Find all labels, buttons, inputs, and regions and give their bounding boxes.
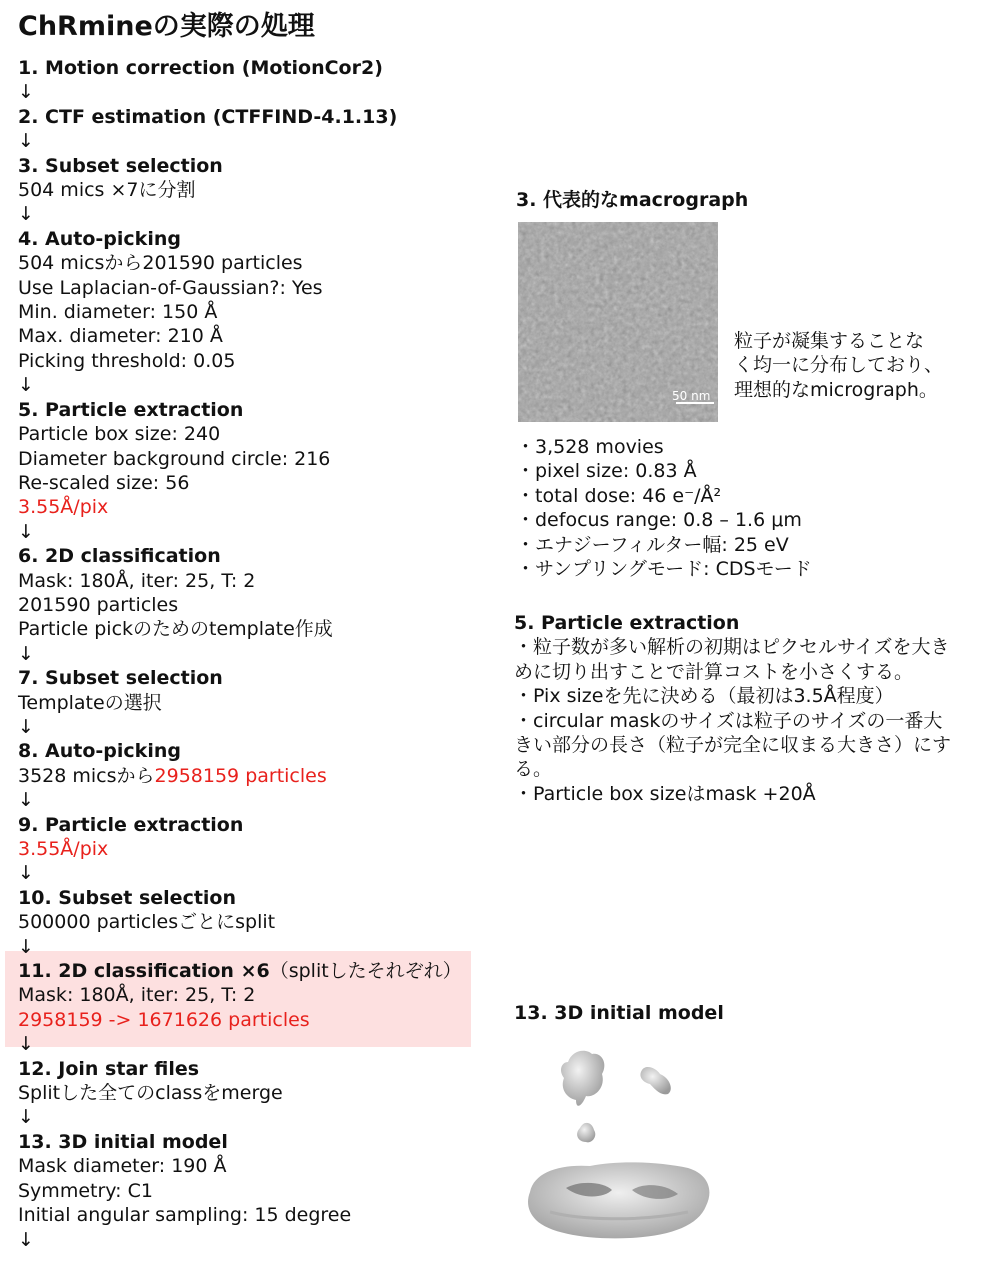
- step-line: 500000 particlesごとにsplit: [18, 911, 276, 934]
- step-13: [18, 1130, 488, 1252]
- micrograph-caption: [734, 329, 943, 402]
- step-heading: 7. Subset selection: [18, 667, 223, 690]
- step-heading: 1. Motion correction (MotionCor2): [18, 57, 383, 79]
- step-9: [18, 813, 488, 886]
- note-line: きい部分の長さ（粒子が完全に収まる大きさ）にす: [514, 734, 952, 757]
- initial-model-render: [520, 1040, 720, 1245]
- note-line: めに切り出すことで計算コストを小さくする。: [514, 660, 914, 683]
- down-arrow-icon: ↓: [18, 935, 34, 958]
- step-6: [18, 544, 488, 666]
- step-line: Particle pickのためのtemplate作成: [18, 618, 333, 641]
- param-item: ・pixel size: 0.83 Å: [516, 460, 697, 483]
- step-8: [18, 739, 488, 812]
- down-arrow-icon: ↓: [18, 1033, 34, 1056]
- step-heading-text: 11. 2D classification ×6: [18, 960, 270, 983]
- step-heading: 5. Particle extraction: [18, 398, 244, 421]
- step-heading: 12. Join star files: [18, 1057, 200, 1080]
- step-line: Symmetry: C1: [18, 1179, 153, 1202]
- step-line: Picking threshold: 0.05: [18, 349, 236, 372]
- step-line: Min. diameter: 150 Å: [18, 301, 218, 324]
- step-heading: 10. Subset selection: [18, 886, 237, 909]
- pipeline-steps: [18, 56, 488, 1252]
- step-line-prefix: 3528 micsから: [18, 764, 155, 787]
- step-10: [18, 886, 488, 959]
- step-5: [18, 398, 488, 544]
- down-arrow-icon: ↓: [18, 81, 34, 104]
- step-12: [18, 1057, 488, 1130]
- scale-bar-label: 50 nm: [672, 389, 711, 403]
- down-arrow-icon: ↓: [18, 789, 34, 812]
- step-line: 201590 particles: [18, 593, 179, 616]
- param-item: ・3,528 movies: [516, 436, 664, 458]
- down-arrow-icon: ↓: [18, 520, 34, 543]
- down-arrow-icon: ↓: [18, 1106, 34, 1129]
- step-heading-note: （splitしたそれぞれ）: [269, 960, 462, 983]
- macrograph-heading: 3. 代表的なmacrograph: [516, 189, 749, 211]
- step-heading: 4. Auto-picking: [18, 227, 181, 250]
- step-line: Mask: 180Å, iter: 25, T: 2: [18, 569, 256, 592]
- initial-model-heading: 13. 3D initial model: [514, 1002, 724, 1024]
- extraction-note: [514, 611, 988, 806]
- initial-model-section: [514, 1001, 988, 1025]
- step-highlight-value: 2958159 particles: [154, 764, 327, 787]
- down-arrow-icon: ↓: [18, 130, 34, 153]
- step-heading: 13. 3D initial model: [18, 1130, 228, 1153]
- down-arrow-icon: ↓: [18, 374, 34, 397]
- step-highlight-value: 3.55Å/pix: [18, 496, 109, 519]
- param-item: ・total dose: 46 e⁻/Å²: [516, 484, 722, 507]
- step-line: Splitした全てのclassをmerge: [18, 1082, 283, 1105]
- step-highlight-value: 3.55Å/pix: [18, 838, 109, 860]
- note-line: ・Pix sizeを先に決める（最初は3.5Å程度）: [514, 685, 894, 708]
- step-line: Mask diameter: 190 Å: [18, 1155, 227, 1178]
- down-arrow-icon: ↓: [18, 203, 34, 226]
- note-line: る。: [514, 758, 553, 781]
- step-heading: 2. CTF estimation (CTFFIND-4.1.13): [18, 105, 398, 128]
- step-heading: 6. 2D classification: [18, 545, 221, 568]
- step-2: [18, 105, 488, 154]
- caption-line: く均一に分布しており、: [734, 354, 944, 377]
- step-heading: [18, 959, 488, 983]
- acquisition-params: [516, 435, 990, 581]
- step-11: [18, 959, 488, 1057]
- note-line: ・Particle box sizeはmask +20Å: [514, 782, 816, 805]
- note-line: ・circular maskのサイズは粒子のサイズの一番大: [514, 709, 943, 732]
- step-line: Max. diameter: 210 Å: [18, 325, 223, 348]
- note-line: ・粒子数が多い解析の初期はピクセルサイズを大き: [514, 636, 950, 659]
- step-heading: 3. Subset selection: [18, 154, 223, 177]
- step-line: 504 mics ×7に分割: [18, 179, 196, 202]
- macrograph-section: [516, 188, 990, 212]
- step-highlight-value: 2958159 -> 1671626 particles: [18, 1008, 310, 1031]
- step-heading: 8. Auto-picking: [18, 740, 181, 763]
- down-arrow-icon: ↓: [18, 1228, 34, 1251]
- param-item: ・エナジーフィルター幅: 25 eV: [516, 533, 789, 556]
- step-4: [18, 227, 488, 398]
- caption-line: 理想的なmicrograph。: [734, 378, 938, 401]
- down-arrow-icon: ↓: [18, 642, 34, 665]
- step-line: 504 micsから201590 particles: [18, 252, 303, 275]
- step-heading: 9. Particle extraction: [18, 813, 244, 836]
- step-3: [18, 154, 488, 227]
- step-line: Use Laplacian-of-Gaussian?: Yes: [18, 276, 323, 299]
- step-line: [18, 764, 488, 788]
- step-line: Particle box size: 240: [18, 423, 221, 446]
- caption-line: 粒子が凝集することな: [734, 330, 925, 352]
- step-line: Mask: 180Å, iter: 25, T: 2: [18, 984, 256, 1007]
- step-line: Initial angular sampling: 15 degree: [18, 1204, 352, 1227]
- down-arrow-icon: ↓: [18, 862, 34, 885]
- down-arrow-icon: ↓: [18, 715, 34, 738]
- extraction-note-heading: 5. Particle extraction: [514, 612, 740, 634]
- param-item: ・サンプリングモード: CDSモード: [516, 558, 812, 581]
- step-1: [18, 56, 488, 105]
- step-7: [18, 666, 488, 739]
- micrograph-image: [518, 222, 718, 422]
- page-title: ChRmineの実際の処理: [18, 11, 315, 42]
- step-line: Re-scaled size: 56: [18, 471, 190, 494]
- param-item: ・defocus range: 0.8 – 1.6 μm: [516, 509, 802, 532]
- step-line: Diameter background circle: 216: [18, 447, 331, 470]
- step-line: Templateの選択: [18, 691, 162, 714]
